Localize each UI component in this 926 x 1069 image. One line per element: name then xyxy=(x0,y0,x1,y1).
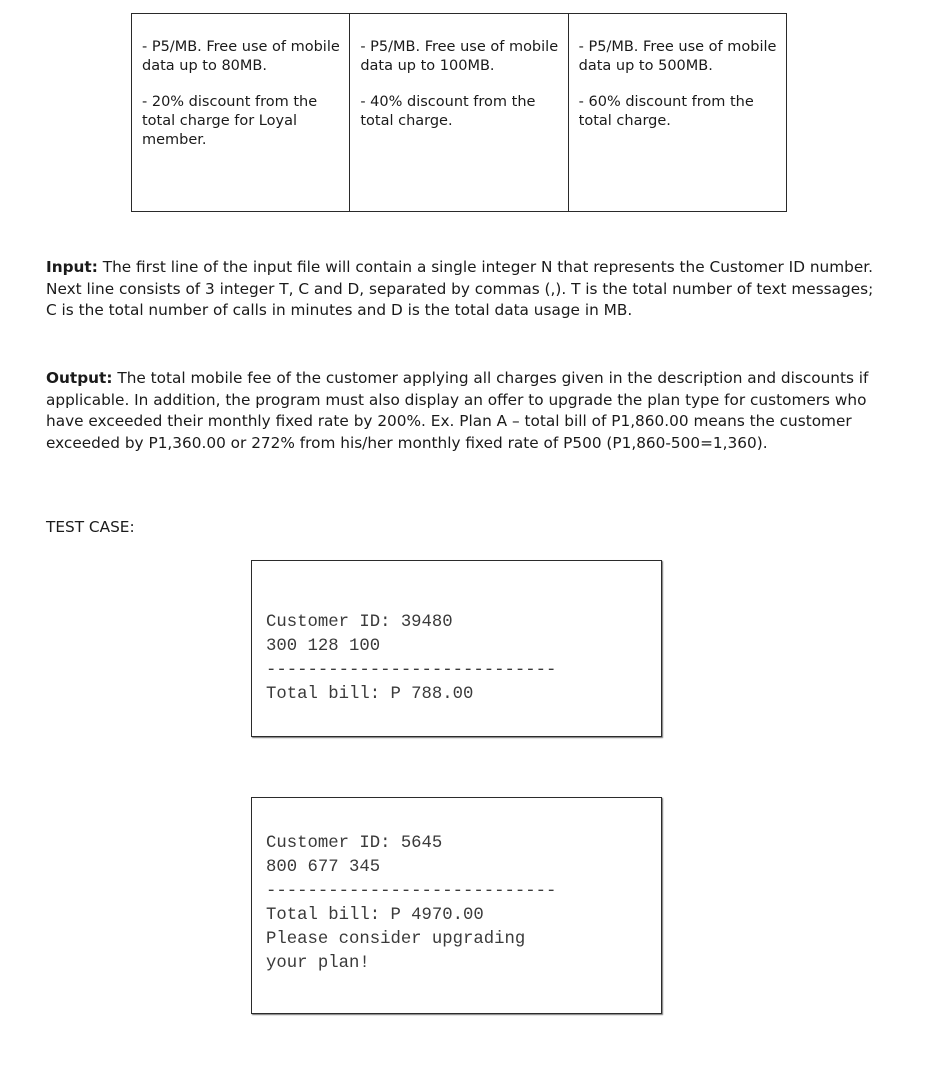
usage-line: 300 128 100 xyxy=(266,637,381,656)
test-case-console-1 xyxy=(251,560,662,737)
separator-line: ---------------------------- xyxy=(266,661,557,680)
separator-line: ---------------------------- xyxy=(266,882,557,901)
output-text: The total mobile fee of the customer applying all charges given in the description and discounts if applicable. In addition, the program must also display an offer to upgrade the plan type for customers who have exceeded their monthly fixed rate by 200%. Ex. Plan A – total bill of P1,860.00 means the customer exceeded by P1,360.00 or 272% from his/her monthly fixed rate of P500 (P1,860-500=1,360). xyxy=(46,369,869,452)
test-case-console-2 xyxy=(251,797,662,1014)
output-description xyxy=(46,368,876,454)
input-description xyxy=(46,257,876,322)
plan-table xyxy=(131,13,787,212)
plan-c-cell xyxy=(568,14,786,212)
output-label: Output: xyxy=(46,369,113,387)
plan-a-discount: - 20% discount from the total charge for Loyal member. xyxy=(142,94,318,148)
upgrade-message-line-1: Please consider upgrading xyxy=(266,930,526,949)
total-bill-line: Total bill: P 4970.00 xyxy=(266,906,484,925)
plan-b-discount: - 40% discount from the total charge. xyxy=(360,94,536,129)
usage-line: 800 677 345 xyxy=(266,858,381,877)
plan-a-data-rate: - P5/MB. Free use of mobile data up to 80MB. xyxy=(142,39,340,74)
plan-b-data-rate: - P5/MB. Free use of mobile data up to 100MB. xyxy=(360,39,559,74)
plan-table-row xyxy=(132,14,787,212)
input-text: The first line of the input file will contain a single integer N that represents the Customer ID number. Next line consists of 3 integer T, C and D, separated by commas (,). T is the total number of text messages; C is the total number of calls in minutes and D is the total data usage in MB. xyxy=(46,258,874,319)
plan-c-discount: - 60% discount from the total charge. xyxy=(578,94,754,129)
plan-a-cell xyxy=(132,14,350,212)
test-case-heading: TEST CASE: xyxy=(46,518,135,536)
total-bill-line: Total bill: P 788.00 xyxy=(266,685,474,704)
plan-c-data-rate: - P5/MB. Free use of mobile data up to 500MB. xyxy=(578,39,777,74)
plan-b-cell xyxy=(350,14,568,212)
customer-id-line: Customer ID: 5645 xyxy=(266,834,443,853)
input-label: Input: xyxy=(46,258,98,276)
customer-id-line: Customer ID: 39480 xyxy=(266,613,453,632)
upgrade-message-line-2: your plan! xyxy=(266,954,370,973)
